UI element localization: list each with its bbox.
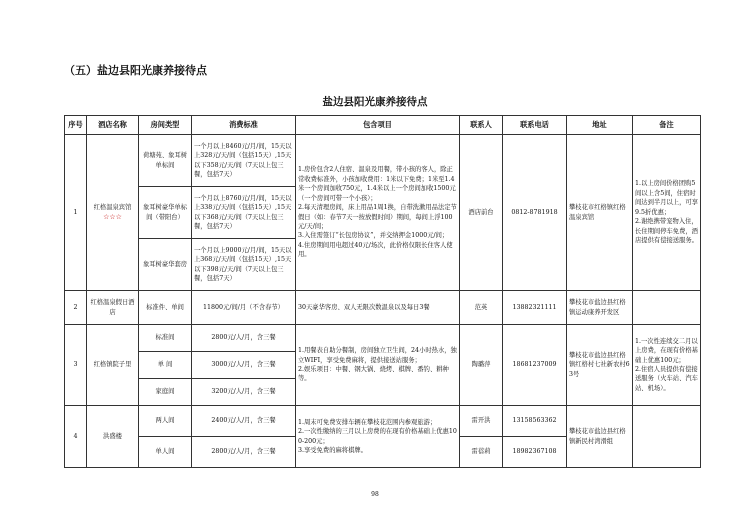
- price: 3000元/人/月，含三餐: [192, 352, 296, 379]
- room-type: 家庭间: [139, 379, 192, 406]
- price: 2800元/人/月，含三餐: [192, 437, 296, 468]
- room-type: 象耳树豪华单标间（带阳台）: [139, 187, 192, 239]
- includes: 1.用餐表自助分餐制，房间独立卫生间，24小时热水，独立WIFI，享受免费麻将，提供接送站服务； 2.娱乐项目：中餐、钢大锅、烧烤、棋牌、番钓、耕种等。: [296, 325, 460, 406]
- header-row: [65, 116, 701, 135]
- row-no: 2: [65, 291, 87, 325]
- header-room-type: 房间类型: [139, 116, 192, 135]
- phone: 0812-8781918: [503, 135, 567, 291]
- hotel-name: [87, 135, 139, 291]
- includes: 1.房价包含2人住宿、温泉及用餐，带小孩的客人，除正常收费标准外，小孩加收费用：1米以下免费；1米至1.4米一个房间加收750元，1.4米以上一个房间加收1500元（一个房间可带一个小孩）； 2.每天清理房间，床上用品1周1换，自带洗漱用品法定节假日（如：春节7天一按放假时间）期间，每间上浮100元/天/间； 3.入住需签订“长包房协议”，并交纳押金1000元/间； 4.住房期间用电超过40元/场次，此价格仅限长住客人使用。: [296, 135, 460, 291]
- table-title: 盐边县阳光康养接待点: [322, 96, 428, 108]
- address: 攀枝花市盐边县红格镇运动康养开发区: [567, 291, 633, 325]
- header-no: 序号: [65, 116, 87, 135]
- price: 一个月以上9000元/月/间，15天以上368元/天/间（包括15天）,15天以下398元/天/间（7天以上包三餐，包括7天）: [192, 239, 296, 291]
- remark: [633, 291, 701, 325]
- header-phone: 联系电话: [503, 116, 567, 135]
- contact: 陶璐萍: [460, 325, 503, 406]
- contact: 雷蓓莉: [460, 437, 503, 468]
- price: 11800元/间/月（不含春节）: [192, 291, 296, 325]
- price: 2800元/人/月，含三餐: [192, 325, 296, 352]
- address: 攀枝花市红格镇红格温泉宾馆: [567, 135, 633, 291]
- table-row: [65, 291, 701, 325]
- room-type: 两人间: [139, 406, 192, 437]
- phone: 18681237009: [503, 325, 567, 406]
- header-address: 地址: [567, 116, 633, 135]
- header-remark: 备注: [633, 116, 701, 135]
- contact: 雷开洪: [460, 406, 503, 437]
- section-title: （五）盐边县阳光康养接待点: [64, 64, 207, 77]
- header-contact: 联系人: [460, 116, 503, 135]
- contact: 范英: [460, 291, 503, 325]
- includes: 30天豪华客房、双人无限次数温泉以及每日3餐: [296, 291, 460, 325]
- price: 2400元/人/月，含三餐: [192, 406, 296, 437]
- table-row: [65, 325, 701, 352]
- remark: 1.一次性连续交二月以上房费，在现有价格基础上优惠100元； 2.住宿人员提供有偿接送服务（火车站、汽车站、机场）。: [633, 325, 701, 406]
- contact: 酒店前台: [460, 135, 503, 291]
- phone: 13158563362: [503, 406, 567, 437]
- includes: 1.周末可免费安排车辆在攀枝花范围内参观旅游； 2.一次性缴纳的三月以上房费的在现有价格基础上优惠100-200元； 3.享受免费的麻将棋牌。: [296, 406, 460, 468]
- remark: [633, 406, 701, 468]
- star-rating: ☆☆☆: [103, 212, 122, 221]
- hotel-name: 洪盛楼: [87, 406, 139, 468]
- hotel-name: 红格镇院子里: [87, 325, 139, 406]
- row-no: 4: [65, 406, 87, 468]
- header-includes: 包含项目: [296, 116, 460, 135]
- reception-table: [64, 115, 701, 468]
- address: 攀枝花市盐边县红格镇新民村湾滑组: [567, 406, 633, 468]
- room-type: 荷塘苑、象耳树单标间: [139, 135, 192, 187]
- price: 一个月以上8460元/月/间，15天以上328元/天/间（包括15天）,15天以下358元/天/间（7天以上包三餐，包括7天）: [192, 135, 296, 187]
- hotel-name: 红格温泉假日酒店: [87, 291, 139, 325]
- room-type: 单人间: [139, 437, 192, 468]
- row-no: 1: [65, 135, 87, 291]
- room-type: 标准件、单间: [139, 291, 192, 325]
- room-type: 单 间: [139, 352, 192, 379]
- header-hotel-name: 酒店名称: [87, 116, 139, 135]
- hotel-name-text: 红格温泉宾馆: [93, 203, 132, 211]
- address: 攀枝花市盐边县红格镇红格村七社新农村63号: [567, 325, 633, 406]
- row-no: 3: [65, 325, 87, 406]
- header-price: 消费标准: [192, 116, 296, 135]
- price: 一个月以上8760元/月/间，15天以上338元/天/间（包括15天）,15天以下368元/天/间（7天以上包三餐，包括7天）: [192, 187, 296, 239]
- page-number: 98: [371, 491, 379, 498]
- room-type: 象耳树豪华套房: [139, 239, 192, 291]
- price: 3200元/人/月，含三餐: [192, 379, 296, 406]
- room-type: 标准间: [139, 325, 192, 352]
- table-row: [65, 406, 701, 437]
- table-row: [65, 135, 701, 187]
- phone: 18982367108: [503, 437, 567, 468]
- phone: 13882321111: [503, 291, 567, 325]
- remark: 1.以上房间价格团购5间以上含5间，住宿时间达到半月以上，可享9.5折优惠； 2.谢绝携带宠物入住，长住期间停车免费，酒店提供有偿接送服务。: [633, 135, 701, 291]
